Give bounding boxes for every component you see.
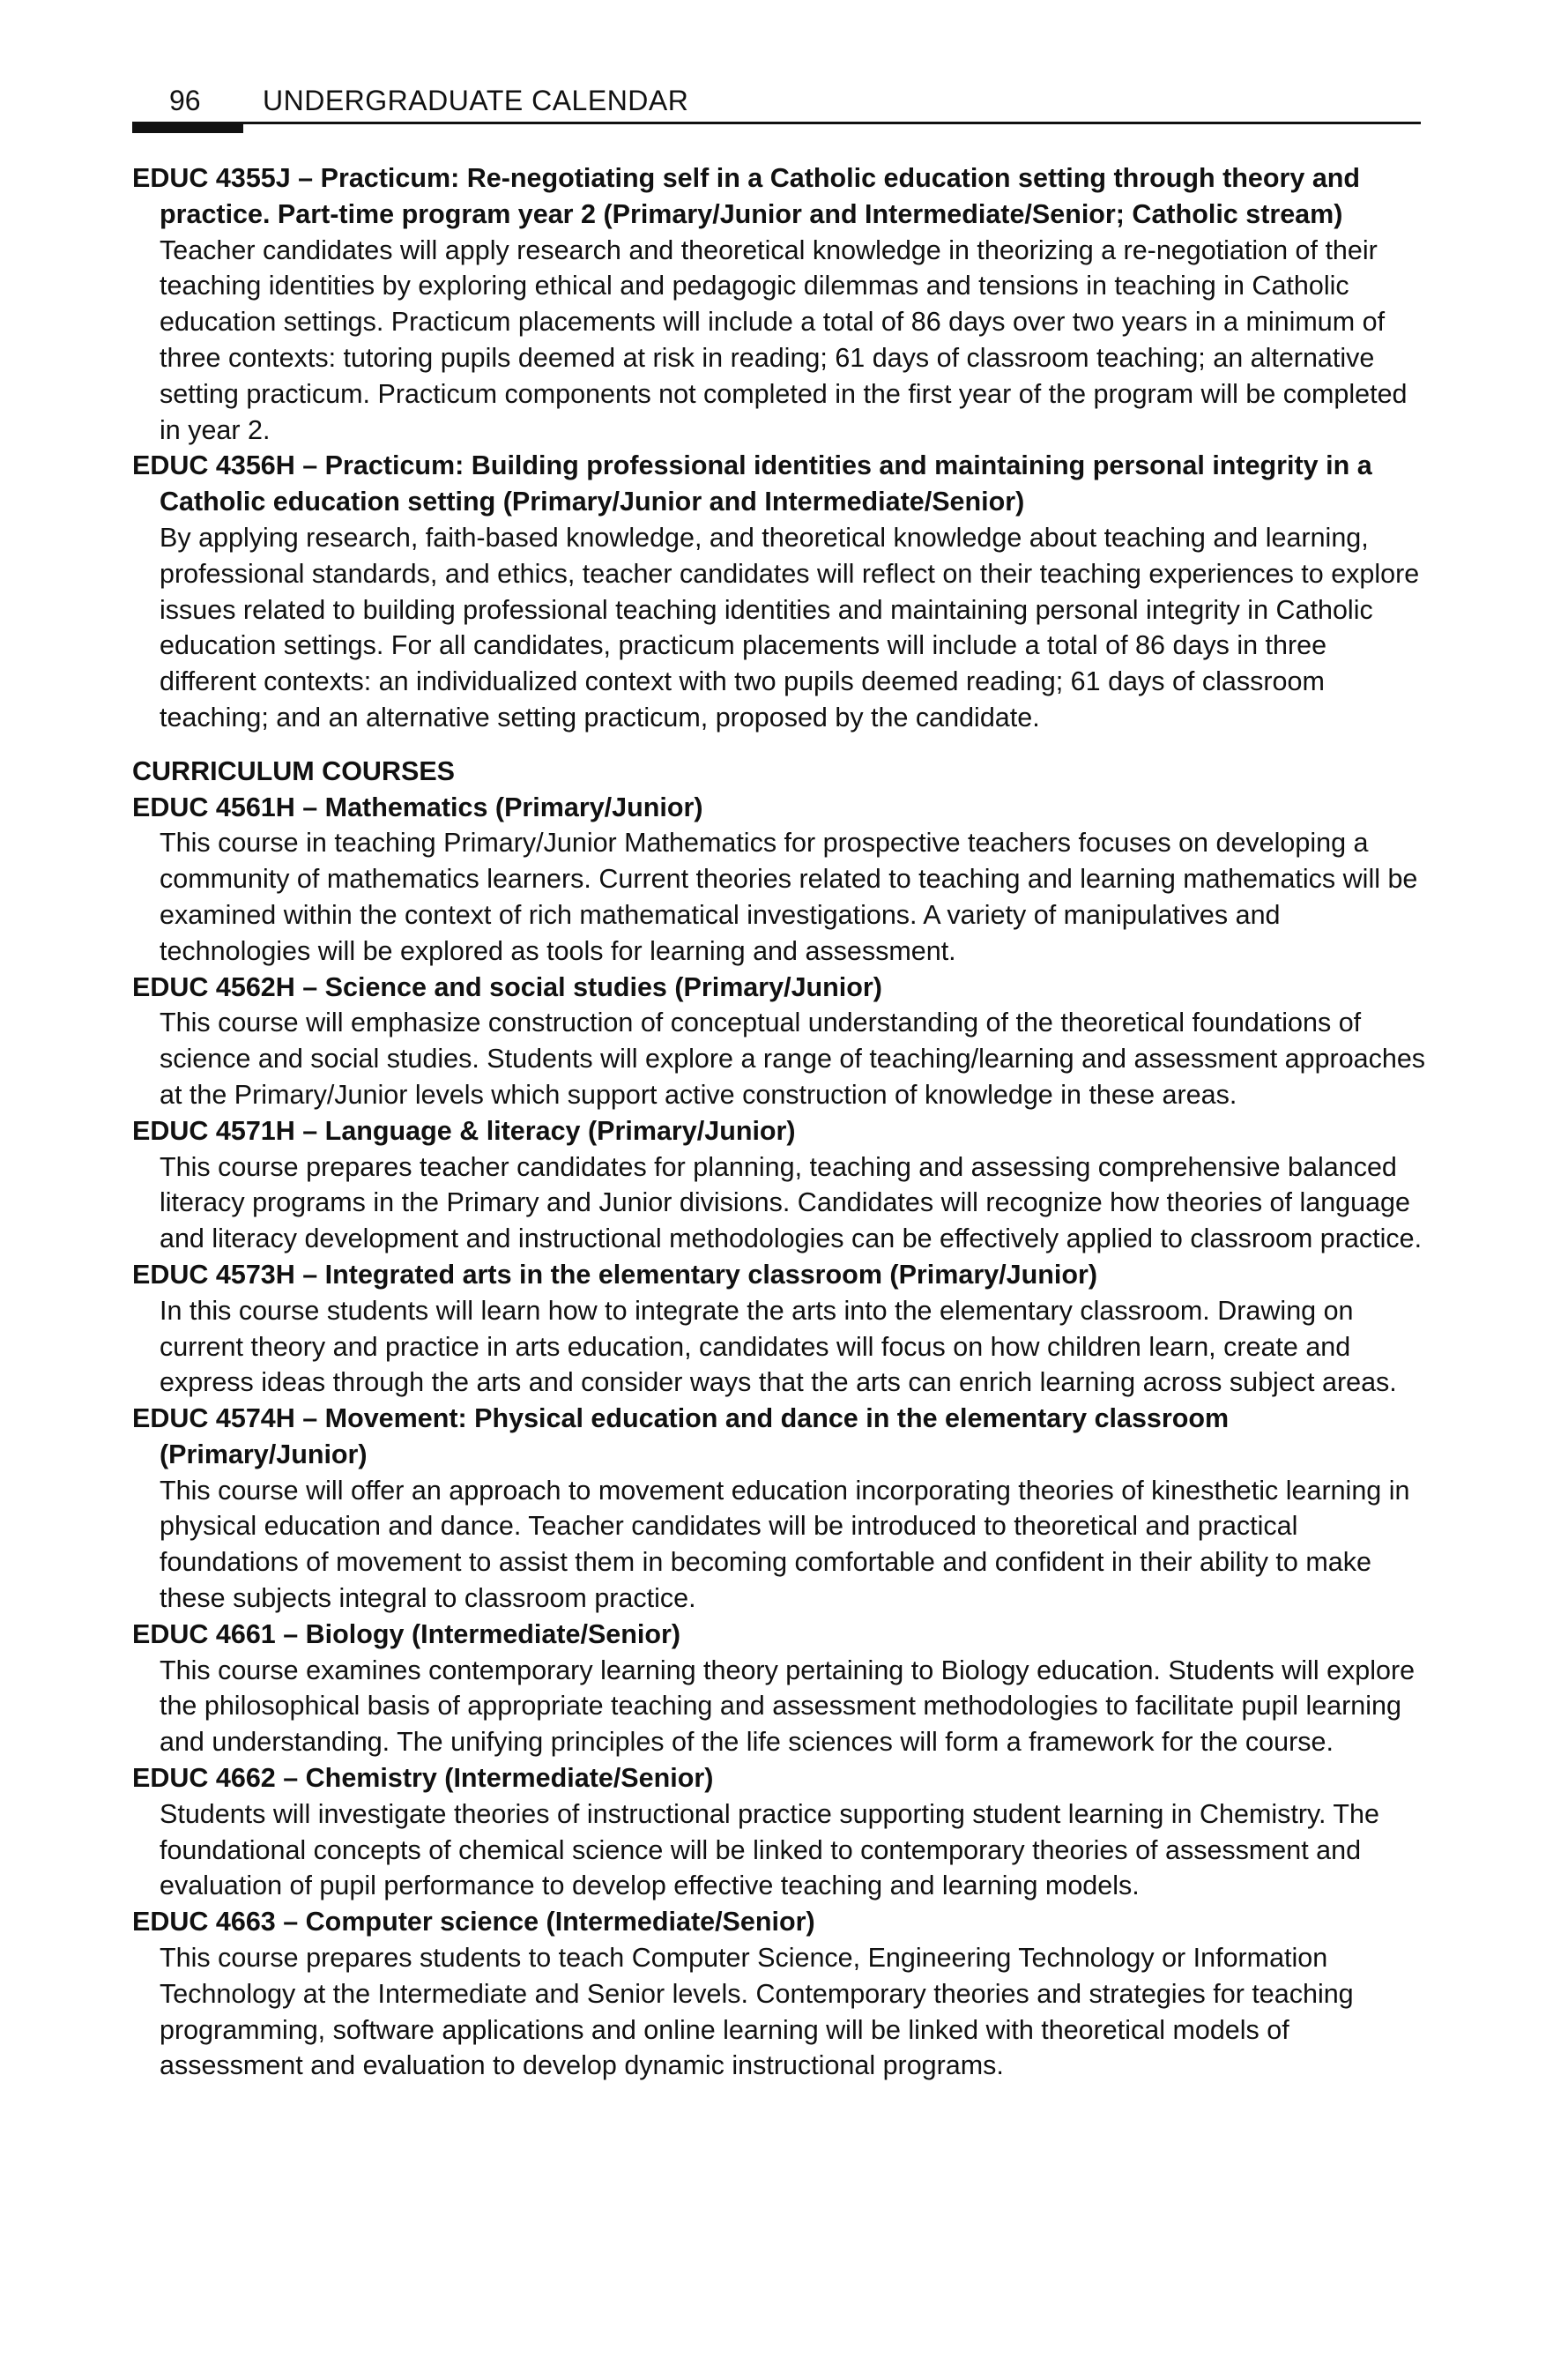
running-head: UNDERGRADUATE CALENDAR — [263, 85, 689, 116]
course-title: EDUC 4356H – Practicum: Building professional identities and maintaining personal integrity in a Catholic education setting (Primary/Junior and Intermediate/Senior) — [132, 450, 1372, 517]
course-description: This course will emphasize construction of conceptual understanding of the theoretical foundations of science and social studies. Students will explore a range of teaching/learning and assessment approaches at the Primary/Junior levels which support active construction of knowledge in these areas. — [160, 1008, 1426, 1110]
course-description: Students will investigate theories of instructional practice supporting student learning in Chemistry. The foundational concepts of chemical science will be linked to contemporary theories of assessment and evaluation of pupil performance to develop effective teaching and learning models. — [160, 1798, 1379, 1901]
page-header — [132, 81, 1421, 123]
course-description: This course prepares students to teach Computer Science, Engineering Technology or Information Technology at the Intermediate and Senior levels. Contemporary theories and strategies for teaching programming, software applications and online learning will be linked with theoretical models of assessment and evaluation to develop dynamic instructional programs. — [160, 1943, 1354, 2081]
course-entry — [132, 160, 1428, 448]
course-title: EDUC 4662 – Chemistry (Intermediate/Senior) — [132, 1763, 714, 1794]
course-description: By applying research, faith-based knowledge, and theoretical knowledge about teaching and learning, professional standards, and ethics, teacher candidates will reflect on their teaching experiences to explore issues related to building professional teaching identities and maintaining personal integrity in Catholic education settings. For all candidates, practicum placements will include a total of 86 days in three different contexts: an individualized context with two pupils deemed reading; 61 days of classroom teaching; and an alternative setting practicum, proposed by the candidate. — [160, 522, 1420, 733]
course-entry — [132, 1113, 1428, 1257]
course-listing — [132, 160, 1428, 2084]
course-entry — [132, 1257, 1428, 1401]
course-entry — [132, 790, 1428, 970]
course-entry — [132, 970, 1428, 1113]
course-title: EDUC 4661 – Biology (Intermediate/Senior) — [132, 1618, 681, 1649]
course-description: This course prepares teacher candidates for planning, teaching and assessing comprehensive balanced literacy programs in the Primary and Junior divisions. Candidates will recognize how theories of language and literacy development and instructional methodologies can be effectively applied to classroom practice. — [160, 1151, 1423, 1254]
header-rule — [132, 122, 1421, 124]
course-title: EDUC 4663 – Computer science (Intermediate/Senior) — [132, 1907, 815, 1937]
course-entry — [132, 1617, 1428, 1760]
course-title: EDUC 4571H – Language & literacy (Primary/Junior) — [132, 1115, 796, 1146]
course-title: EDUC 4355J – Practicum: Re-negotiating self in a Catholic education setting through theory and practice. Part-time program year 2 (Primary/Junior and Intermediate/Senior; Catholic stream) — [132, 163, 1361, 229]
course-description: This course in teaching Primary/Junior Mathematics for prospective teachers focuses on developing a community of mathematics learners. Current theories related to teaching and learning mathematics will be examined within the context of rich mathematical investigations. A variety of manipulatives and technologies will be explored as tools for learning and assessment. — [160, 828, 1418, 966]
course-description: This course will offer an approach to movement education incorporating theories of kinesthetic learning in physical education and dance. Teacher candidates will be introduced to theoretical and practical foundations of movement to assist them in becoming comfortable and confident in their ability to make these subjects integral to classroom practice. — [160, 1475, 1410, 1614]
course-title: EDUC 4573H – Integrated arts in the elementary classroom (Primary/Junior) — [132, 1259, 1097, 1290]
course-description: This course examines contemporary learning theory pertaining to Biology education. Students will explore the philosophical basis of appropriate teaching and assessment methodologies to facilitate pupil learning and understanding. The unifying principles of the life sciences will form a framework for the course. — [160, 1655, 1416, 1758]
header-tab-bar — [132, 122, 243, 133]
section-heading: CURRICULUM COURSES — [132, 755, 455, 786]
course-description: In this course students will learn how to integrate the arts into the elementary classroom. Drawing on current theory and practice in arts education, candidates will focus on how children learn, create and express ideas through the arts and consider ways that the arts can enrich learning across subject areas. — [160, 1295, 1397, 1398]
page-number: 96 — [169, 85, 201, 116]
course-entry — [132, 448, 1428, 735]
course-title: EDUC 4562H – Science and social studies (Primary/Junior) — [132, 971, 882, 1002]
course-entry — [132, 1401, 1428, 1617]
course-entry — [132, 1760, 1428, 1904]
course-description: Teacher candidates will apply research and theoretical knowledge in theorizing a re-negotiation of their teaching identities by exploring ethical and pedagogic dilemmas and tensions in teaching in Catholic education settings. Practicum placements will include a total of 86 days over two years in a minimum of three contexts: tutoring pupils deemed at risk in reading; 61 days of classroom teaching; an alternative setting practicum. Practicum components not completed in the first year of the program will be completed in year 2. — [160, 234, 1408, 445]
course-entry — [132, 1904, 1428, 2084]
course-title: EDUC 4561H – Mathematics (Primary/Junior) — [132, 792, 703, 822]
course-title: EDUC 4574H – Movement: Physical education and dance in the elementary classroom (Primary/Junior) — [132, 1403, 1230, 1469]
